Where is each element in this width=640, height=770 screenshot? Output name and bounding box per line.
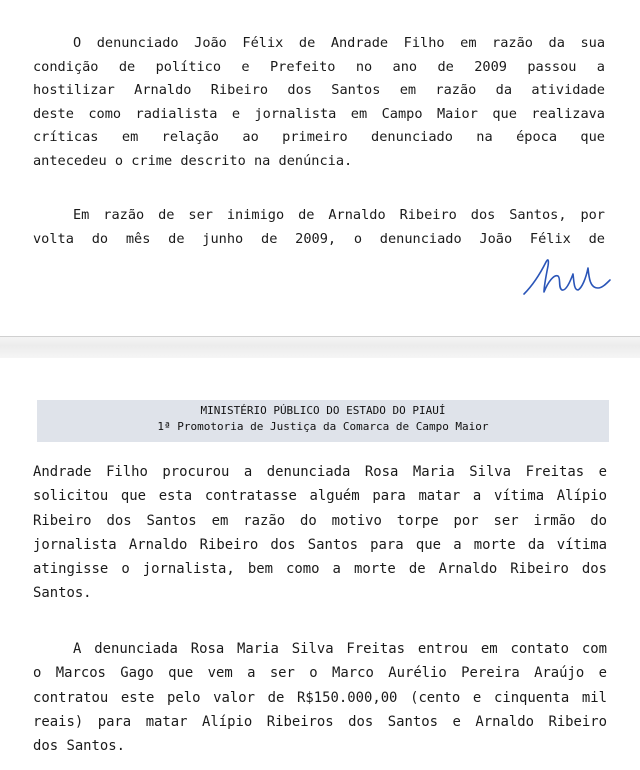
text-line: deste como radialista e jornalista em Campo Maior que realizava [33,105,605,122]
header-office: 1ª Promotoria de Justiça da Comarca de Campo Maior [157,420,489,433]
text-line: dos Santos. [33,738,125,755]
text-line [33,204,605,228]
text-line: críticas em relação ao primeiro denunciado na época que [33,129,605,145]
line-text: Em razão de ser inimigo de Arnaldo Ribeiro dos Santos, por [73,207,605,223]
paragraph-hiring [33,637,607,758]
text-line: volta do mês de junho de 2009, o denunciado João Félix de [33,230,605,247]
text-line: condição de político e Prefeito no ano de 2009 passou a [33,58,605,75]
text-line: hostilizar Arnaldo Ribeiro dos Santos em razão da atividade [33,82,605,98]
text-line: atingisse o jornalista, bem como a morte de Arnaldo Ribeiro dos [33,561,607,578]
text-line [33,32,605,56]
line-text: A denunciada Rosa Maria Silva Freitas entrou em contato com [73,641,607,657]
text-line: jornalista Arnaldo Ribeiro dos Santos para que a morte da vítima [33,536,607,553]
text-line: solicitou que esta contratasse alguém para matar a vítima Alípio [33,488,607,505]
text-line: o Marcos Gago que vem a ser o Marco Aurélio Pereira Araújo e [33,665,607,682]
text-line: contratou este pelo valor de R$150.000,00 (cento e cinquenta mil [33,689,607,706]
paragraph-hostility [33,32,605,173]
text-line: Santos. [33,585,92,602]
paragraph-enemy [33,204,605,251]
header-institution: MINISTÉRIO PÚBLICO DO ESTADO DO PIAUÍ [200,404,446,417]
handwritten-signature [518,248,614,300]
text-line [33,637,607,661]
line-text: O denunciado João Félix de Andrade Filho em razão da sua [73,35,605,51]
text-line: antecedeu o crime descrito na denúncia. [33,152,353,169]
text-line: Ribeiro dos Santos em razão do motivo torpe por ser irmão do [33,512,607,529]
page-top [0,0,640,336]
text-line: Andrade Filho procurou a denunciada Rosa Maria Silva Freitas e [33,464,607,480]
document-header [37,400,609,442]
page-break [0,336,640,360]
text-line: reais) para matar Alípio Ribeiros dos Santos e Arnaldo Ribeiro [33,713,607,730]
paragraph-contract-request [33,460,607,606]
